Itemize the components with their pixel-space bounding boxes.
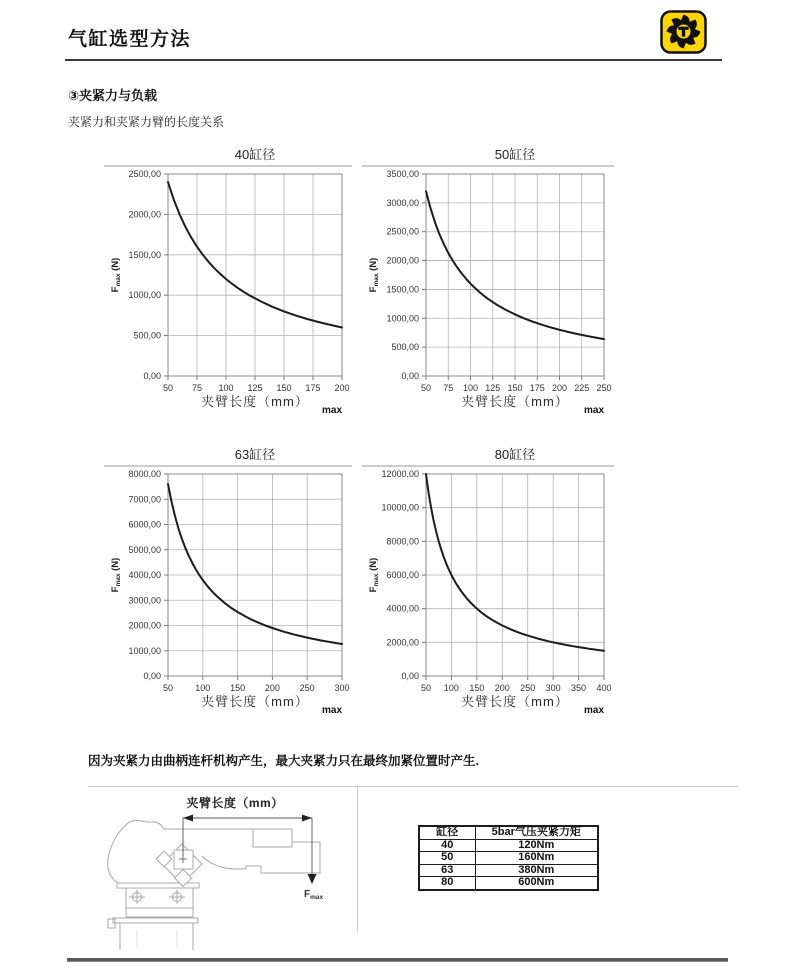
x-tick-label: 75 bbox=[191, 383, 203, 393]
section-heading: ③夹紧力与负载 bbox=[68, 88, 158, 103]
chart-40-bore bbox=[104, 142, 352, 430]
base-body-sides bbox=[120, 923, 193, 950]
torque-table bbox=[418, 825, 599, 891]
fmax-label: $F_{max}$ bbox=[304, 889, 324, 901]
fmax-arrowhead bbox=[308, 874, 317, 884]
y-tick-label: 1000,00 bbox=[386, 313, 419, 324]
table-cell: 600Nm bbox=[475, 877, 598, 890]
table-cell: 80 bbox=[419, 877, 475, 890]
y-tick-label: 2000,00 bbox=[386, 255, 419, 266]
note-text: 因为夹紧力由曲柄连杆机构产生，最大夹紧力只在最终加紧位置时产生. bbox=[88, 754, 479, 768]
y-tick-label: 6000,00 bbox=[386, 570, 419, 580]
clamp-mechanism-figure bbox=[85, 792, 365, 959]
dimension-lines bbox=[183, 818, 312, 880]
chart-svg bbox=[104, 442, 352, 730]
x-tick-label: 225 bbox=[574, 383, 590, 393]
y-axis-label: $F_{max}$ (N) bbox=[110, 557, 122, 593]
chart-title: 40缸径 bbox=[234, 147, 276, 162]
y-tick-label: 5000,00 bbox=[128, 544, 161, 555]
x-tick-label: 300 bbox=[334, 683, 350, 693]
y-tick-label: 500,00 bbox=[133, 330, 161, 341]
base-block bbox=[126, 888, 193, 908]
torque-table-header-row bbox=[419, 826, 598, 839]
table-cell: 160Nm bbox=[475, 852, 598, 865]
table-cell: 380Nm bbox=[475, 864, 598, 877]
y-axis-label: $F_{max}$ (N) bbox=[368, 557, 380, 593]
x-tick-label: 50 bbox=[162, 383, 174, 393]
y-tick-label: 8000,00 bbox=[386, 536, 419, 547]
x-axis-max-label: max bbox=[583, 405, 604, 416]
chart-63-bore bbox=[104, 442, 352, 730]
chart-svg bbox=[362, 442, 614, 730]
x-axis-label: 夹臂长度（mm） bbox=[201, 694, 309, 709]
y-tick-label: 2000,00 bbox=[128, 209, 161, 220]
dimension-arrowheads bbox=[183, 815, 317, 885]
x-tick-label: 200 bbox=[264, 683, 280, 693]
table-row bbox=[419, 877, 598, 890]
y-tick-label: 6000,00 bbox=[128, 519, 161, 530]
y-tick-label: 10000,00 bbox=[381, 502, 419, 513]
force-curve bbox=[426, 474, 604, 651]
y-tick-label: 2000,00 bbox=[128, 620, 161, 631]
y-tick-label: 0,00 bbox=[401, 671, 419, 681]
section-subtitle: 夹紧力和夹紧力臂的长度关系 bbox=[68, 115, 225, 129]
x-tick-label: 175 bbox=[529, 383, 545, 393]
y-tick-label: 1000,00 bbox=[128, 290, 161, 301]
x-tick-label: 200 bbox=[494, 683, 510, 693]
x-tick-label: 150 bbox=[507, 383, 523, 393]
x-tick-label: 150 bbox=[469, 683, 485, 693]
table-cell: 50 bbox=[419, 852, 475, 865]
grid bbox=[168, 174, 342, 376]
torque-table-header-torque: 5bar气压夹紧力矩 bbox=[475, 826, 598, 839]
grid bbox=[426, 174, 604, 376]
chart-svg bbox=[104, 142, 352, 430]
section-divider-horizontal bbox=[88, 786, 738, 787]
y-axis-label: $F_{max}$ (N) bbox=[110, 257, 122, 293]
x-tick-label: 200 bbox=[551, 383, 568, 393]
clamp-arm-block bbox=[253, 829, 292, 847]
x-tick-label: 75 bbox=[443, 383, 454, 393]
gear-logo-icon bbox=[660, 10, 707, 54]
chart-svg bbox=[362, 142, 614, 430]
x-axis-max-label: max bbox=[321, 705, 342, 716]
arm-length-dim-label: 夹臂长度（mm） bbox=[186, 796, 284, 810]
x-tick-label: 150 bbox=[276, 383, 292, 393]
y-tick-label: 4000,00 bbox=[386, 603, 419, 614]
x-tick-label: 250 bbox=[596, 383, 612, 393]
x-tick-label: 175 bbox=[305, 383, 321, 393]
x-tick-label: 100 bbox=[218, 383, 234, 393]
base-plate bbox=[117, 883, 199, 888]
y-tick-label: 1500,00 bbox=[128, 249, 161, 260]
y-tick-label: 2500,00 bbox=[128, 169, 161, 179]
x-tick-label: 50 bbox=[420, 683, 432, 693]
x-tick-label: 50 bbox=[420, 383, 432, 393]
table-row bbox=[419, 852, 598, 865]
x-tick-label: 400 bbox=[596, 683, 612, 693]
x-tick-label: 350 bbox=[571, 683, 587, 693]
chart-50-bore bbox=[362, 142, 614, 430]
torque-table-header-bore: 缸径 bbox=[419, 826, 475, 839]
y-tick-label: 3500,00 bbox=[386, 169, 419, 179]
table-cell: 40 bbox=[419, 839, 475, 852]
footer-divider bbox=[67, 958, 728, 962]
force-curve bbox=[168, 484, 342, 644]
table-cell: 63 bbox=[419, 864, 475, 877]
y-tick-label: 0,00 bbox=[401, 371, 419, 381]
x-tick-label: 250 bbox=[299, 683, 315, 693]
y-tick-label: 12000,00 bbox=[381, 469, 419, 479]
y-tick-label: 0,00 bbox=[143, 371, 161, 381]
y-axis-label: $F_{max}$ (N) bbox=[368, 257, 380, 293]
chart-title: 63缸径 bbox=[234, 447, 276, 462]
x-tick-label: 50 bbox=[162, 683, 174, 693]
table-row bbox=[419, 864, 598, 877]
base-band bbox=[126, 908, 193, 917]
y-tick-label: 2000,00 bbox=[386, 637, 419, 648]
clamp-arm-bottom-edge bbox=[202, 856, 246, 869]
chart-title: 80缸径 bbox=[494, 447, 536, 462]
chart-title: 50缸径 bbox=[494, 147, 536, 162]
x-axis-label: 夹臂长度（mm） bbox=[461, 394, 569, 409]
y-tick-label: 3000,00 bbox=[128, 595, 161, 606]
table-row bbox=[419, 839, 598, 852]
x-tick-label: 150 bbox=[230, 683, 246, 693]
header-divider bbox=[65, 59, 722, 61]
x-tick-label: 250 bbox=[520, 683, 536, 693]
x-tick-label: 100 bbox=[195, 683, 211, 693]
y-tick-label: 7000,00 bbox=[128, 494, 161, 505]
x-axis-label: 夹臂长度（mm） bbox=[201, 394, 309, 409]
grid bbox=[426, 474, 604, 676]
y-tick-label: 500,00 bbox=[391, 342, 419, 353]
x-tick-label: 100 bbox=[462, 383, 479, 393]
y-tick-label: 1500,00 bbox=[386, 284, 419, 295]
y-tick-label: 3000,00 bbox=[386, 197, 419, 208]
x-axis-max-label: max bbox=[321, 405, 342, 416]
y-tick-label: 8000,00 bbox=[128, 469, 161, 479]
table-cell: 120Nm bbox=[475, 839, 598, 852]
x-tick-label: 300 bbox=[545, 683, 561, 693]
x-tick-label: 125 bbox=[247, 383, 263, 393]
x-tick-label: 200 bbox=[334, 383, 350, 393]
brand-logo bbox=[660, 10, 707, 59]
y-tick-label: 4000,00 bbox=[128, 570, 161, 580]
x-axis-max-label: max bbox=[583, 705, 604, 716]
y-tick-label: 0,00 bbox=[143, 671, 161, 681]
x-axis-label: 夹臂长度（mm） bbox=[461, 694, 569, 709]
x-tick-label: 100 bbox=[443, 683, 459, 693]
x-tick-label: 125 bbox=[485, 383, 501, 393]
y-tick-label: 1000,00 bbox=[128, 645, 161, 656]
clamp-drawing bbox=[85, 792, 365, 954]
grid bbox=[168, 474, 342, 676]
page-title: 气缸选型方法 bbox=[68, 29, 192, 50]
base-flange bbox=[113, 918, 198, 923]
y-tick-label: 2500,00 bbox=[386, 226, 419, 237]
chart-80-bore bbox=[362, 442, 614, 730]
